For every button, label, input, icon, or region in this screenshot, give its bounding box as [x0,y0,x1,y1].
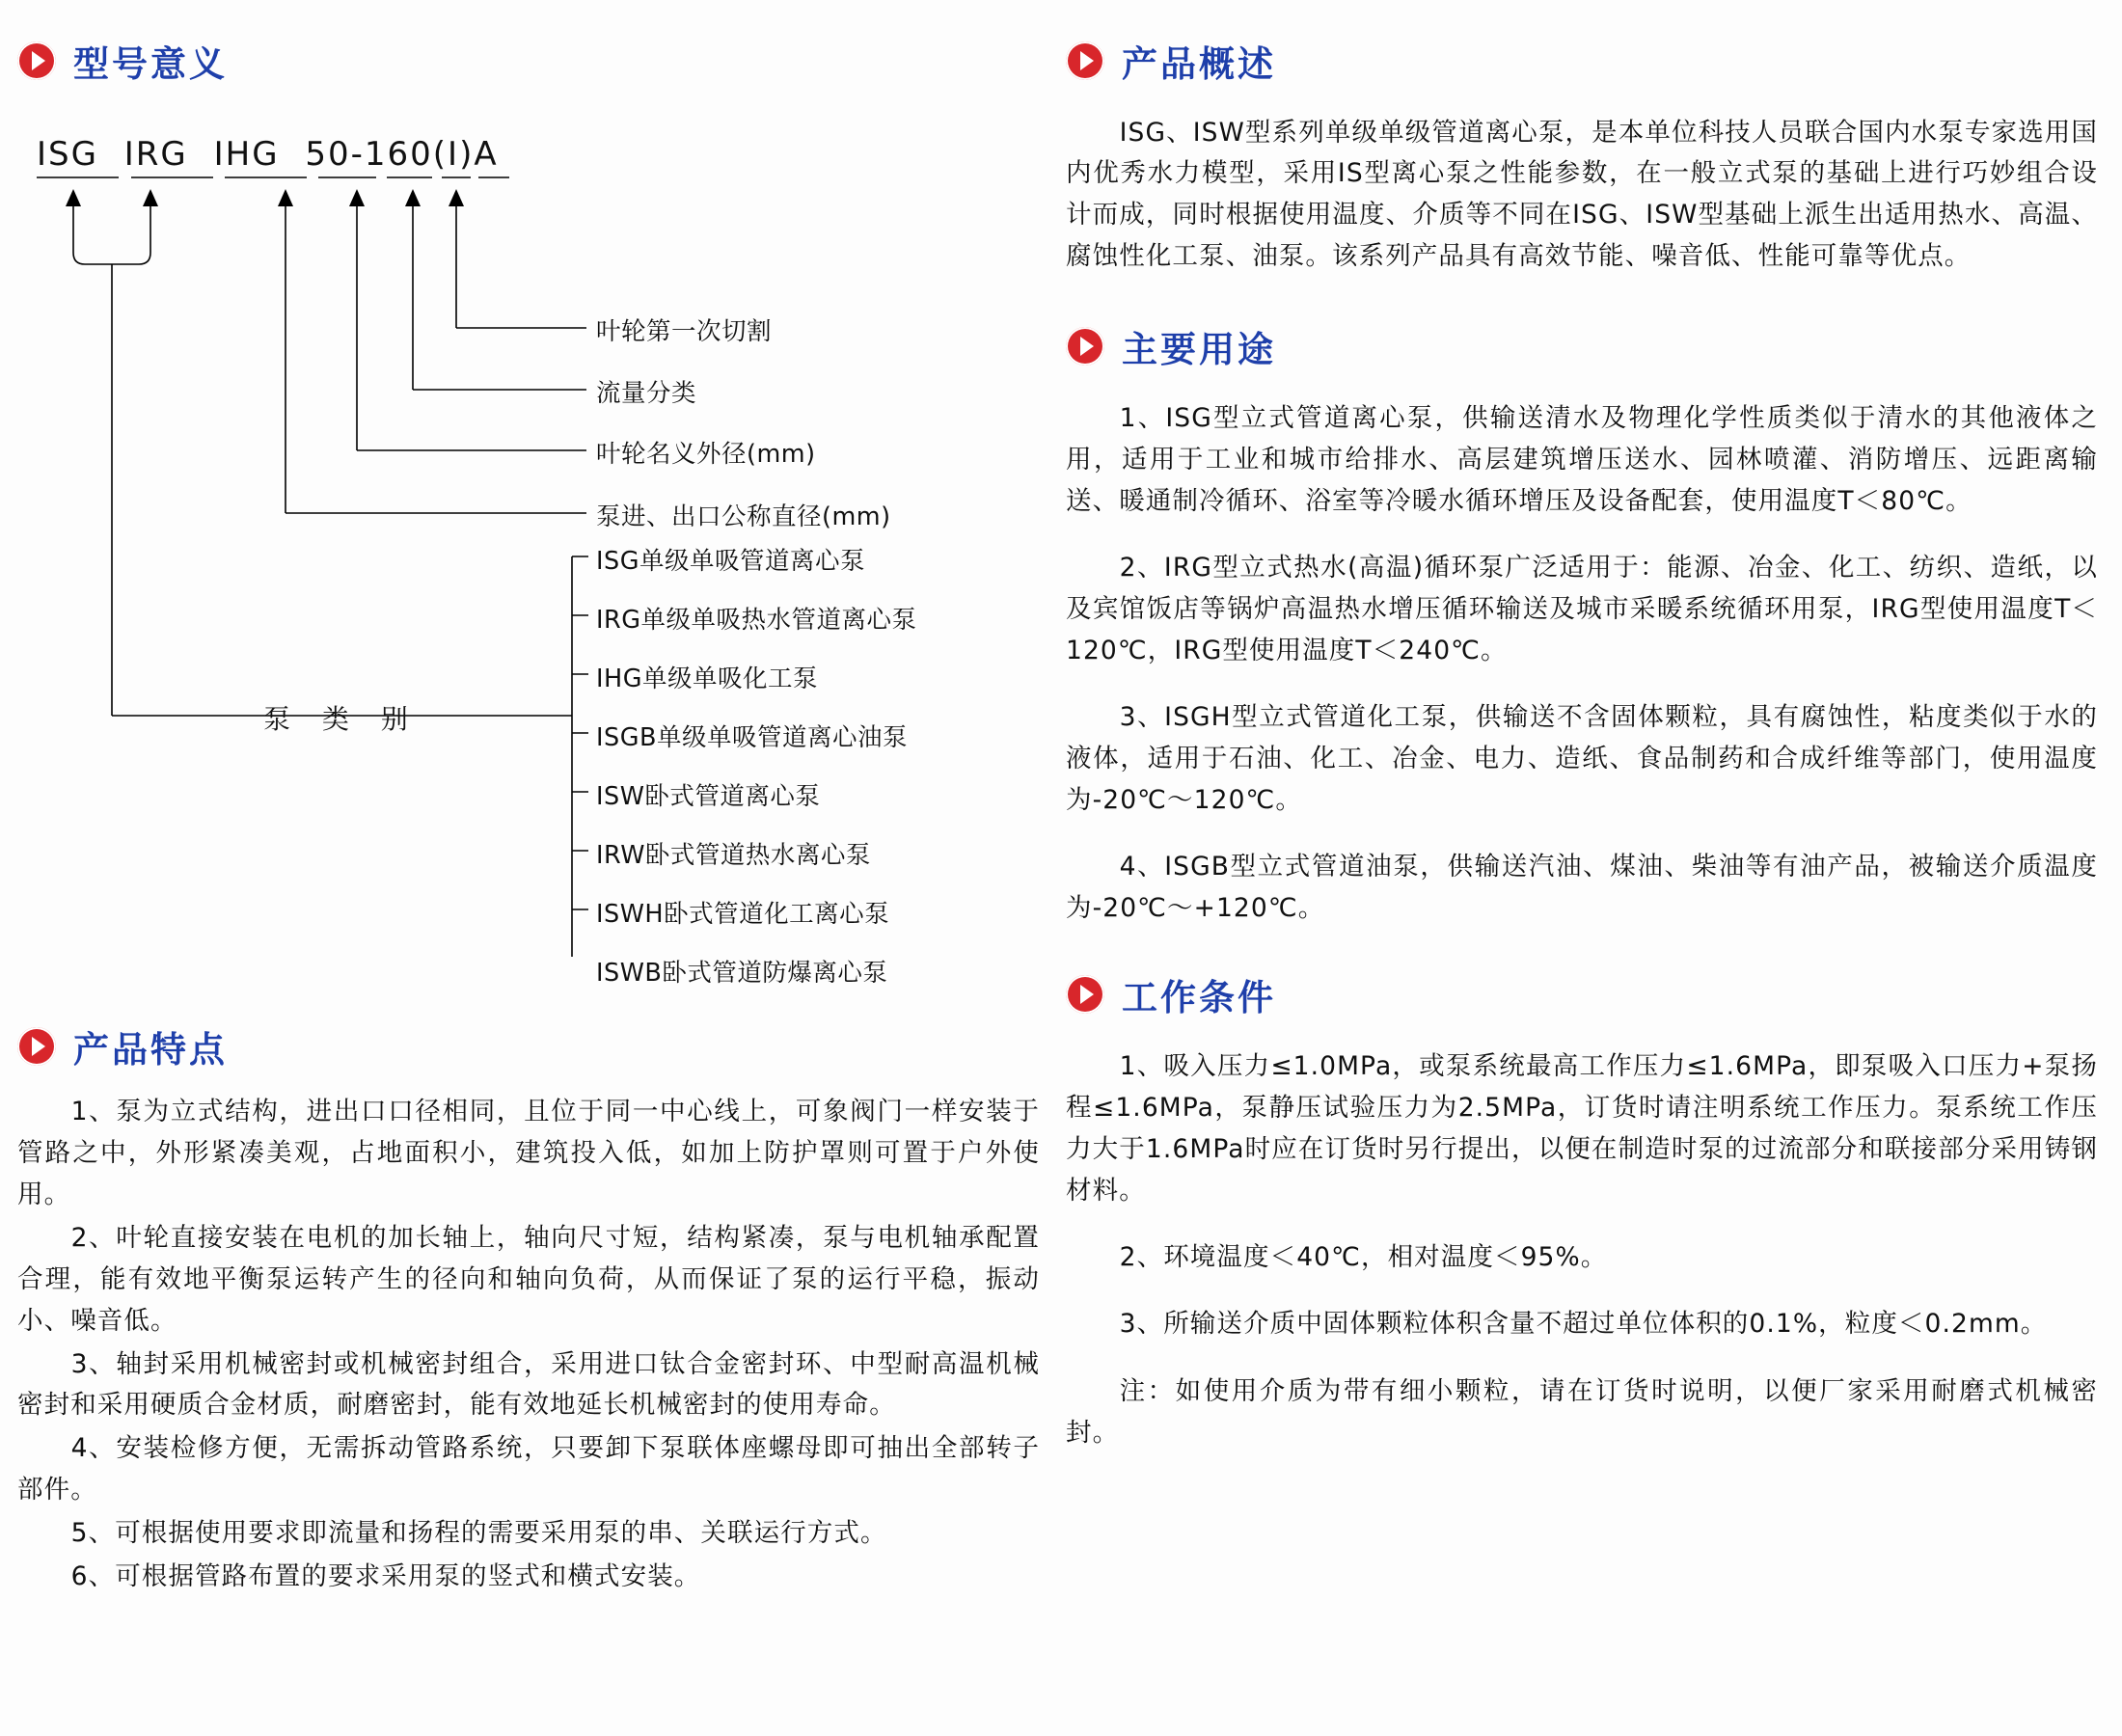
pump-type-irg: IRG单级单吸热水管道离心泵 [596,606,917,635]
working-note: 注：如使用介质为带有细小颗粒，请在订货时说明，以便厂家采用耐磨式机械密封。 [1066,1375,2098,1448]
working-paragraph: 2、环境温度＜40℃，相对温度＜95%。 [1119,1242,1608,1273]
main-uses-body [1066,398,2098,931]
section-heading-main-uses [1066,320,2098,372]
left-column [17,35,1040,1600]
working-conditions-body [1066,1046,2098,1454]
pump-type-irw: IRW卧式管道热水离心泵 [596,841,871,870]
pump-type-ihg: IHG单级单吸化工泵 [596,665,818,693]
pump-type-isgb: ISGB单级单吸管道离心油泵 [596,723,908,752]
play-triangle-icon [17,41,56,80]
pump-type-iswb: ISWB卧式管道防爆离心泵 [596,959,888,988]
section-heading-working-conditions [1066,968,2098,1020]
pump-type-isg: ISG单级单吸管道离心泵 [596,547,865,576]
section-title: 产品特点 [73,1029,228,1071]
code-part-irg: IRG [123,135,188,174]
product-overview-body [1066,113,2098,279]
play-triangle-icon [17,1027,56,1066]
section-title: 型号意义 [73,43,228,85]
callout-flow-class: 流量分类 [596,379,697,408]
section-heading-product-features [17,1020,1040,1072]
callout-impeller-first-cut: 叶轮第一次切割 [596,317,773,346]
use-paragraph: 4、ISGB型立式管道油泵，供输送汽油、煤油、柴油等有油产品，被输送介质温度为-20℃～+120℃。 [1066,852,2098,924]
feature-paragraph: 4、安装检修方便，无需拆动管路系统，只要卸下泵联体座螺母即可抽出全部转子部件。 [17,1433,1040,1505]
section-title: 工作条件 [1122,977,1276,1019]
code-part-ihg: IHG [213,135,280,174]
leader-lines [17,118,1030,957]
pump-type-iswh: ISWH卧式管道化工离心泵 [596,900,890,929]
feature-paragraph: 2、叶轮直接安装在电机的加长轴上，轴向尺寸短，结构紧凑，泵与电机轴承配置合理，能有效地平衡泵运转产生的径向和轴向负荷，从而保证了泵的运行平稳，振动小、噪音低。 [17,1222,1040,1336]
code-part-isg: ISG [37,135,98,174]
use-paragraph: 1、ISG型立式管道离心泵，供输送清水及物理化学性质类似于清水的其他液体之用，适用于工业和城市给排水、高层建筑增压送水、园林喷灌、消防增压、远距离输送、暖通制冷循环、浴室等冷暖水循环增压及设备配套，使用温度T＜80℃。 [1066,402,2098,516]
play-triangle-icon [1066,41,1104,80]
working-paragraph: 1、吸入压力≤1.0MPa，或泵系统最高工作压力≤1.6MPa，即泵吸入口压力+泵扬程≤1.6MPa，泵静压试验压力为2.5MPa，订货时请注明系统工作压力。泵系统工作压力大于1.6MPa时应在订货时另行提出，以便在制造时泵的过流部分和联接部分采用铸钢材料。 [1066,1050,2098,1206]
right-column [1066,35,2098,1479]
use-paragraph: 2、IRG型立式热水(高温)循环泵广泛适用于：能源、冶金、化工、纺织、造纸，以及宾馆饭店等锅炉高温热水增压循环输送及城市采暖系统循环用泵，IRG型使用温度T＜120℃，IRG型使用温度T＜240℃。 [1066,552,2098,665]
product-features-body [17,1092,1040,1598]
model-code-diagram [17,118,1030,988]
callout-impeller-diameter: 叶轮名义外径(mm) [596,440,816,469]
play-triangle-icon [1066,975,1104,1014]
feature-paragraph: 6、可根据管路布置的要求采用泵的竖式和横式安装。 [70,1561,701,1592]
section-heading-model-meaning [17,35,1040,87]
feature-paragraph: 5、可根据使用要求即流量和扬程的需要采用泵的串、关联运行方式。 [70,1518,887,1549]
feature-paragraph: 1、泵为立式结构，进出口口径相同，且位于同一中心线上，可象阀门一样安装于管路之中，外形紧凑美观，占地面积小，建筑投入低，如加上防护罩则可置于户外使用。 [17,1097,1040,1209]
section-title: 产品概述 [1122,43,1276,85]
pump-type-isw: ISW卧式管道离心泵 [596,782,821,811]
pump-category-label: 泵 类 别 [263,703,420,735]
feature-paragraph: 3、轴封采用机械密封或机械密封组合，采用进口钛合金密封环、中型耐高温机械密封和采用硬质合金材质，耐磨密封，能有效地延长机械密封的使用寿命。 [17,1348,1040,1421]
use-paragraph: 3、ISGH型立式管道化工泵，供输送不含固体颗粒，具有腐蚀性，粘度类似于水的液体，适用于石油、化工、冶金、电力、造纸、食品制药和合成纤维等部门，使用温度为-20℃～120℃。 [1066,702,2098,816]
section-heading-product-overview [1066,35,2098,87]
overview-paragraph: ISG、ISW型系列单级单级管道离心泵，是本单位科技人员联合国内水泵专家选用国内优秀水力模型，采用IS型离心泵之性能参数，在一般立式泵的基础上进行巧妙组合设计而成，同时根据使用温度、介质等不同在ISG、ISW型基础上派生出适用热水、高温、腐蚀性化工泵、油泵。该系列产品具有高效节能、噪音低、性能可靠等优点。 [1066,117,2098,272]
section-title: 主要用途 [1122,329,1276,371]
working-paragraph: 3、所输送介质中固体颗粒体积含量不超过单位体积的0.1%，粒度＜0.2mm。 [1119,1309,2048,1340]
code-part-size: 50-160(Ⅰ)A [305,135,499,174]
play-triangle-icon [1066,327,1104,366]
callout-nominal-diameter: 泵进、出口公称直径(mm) [596,502,891,531]
